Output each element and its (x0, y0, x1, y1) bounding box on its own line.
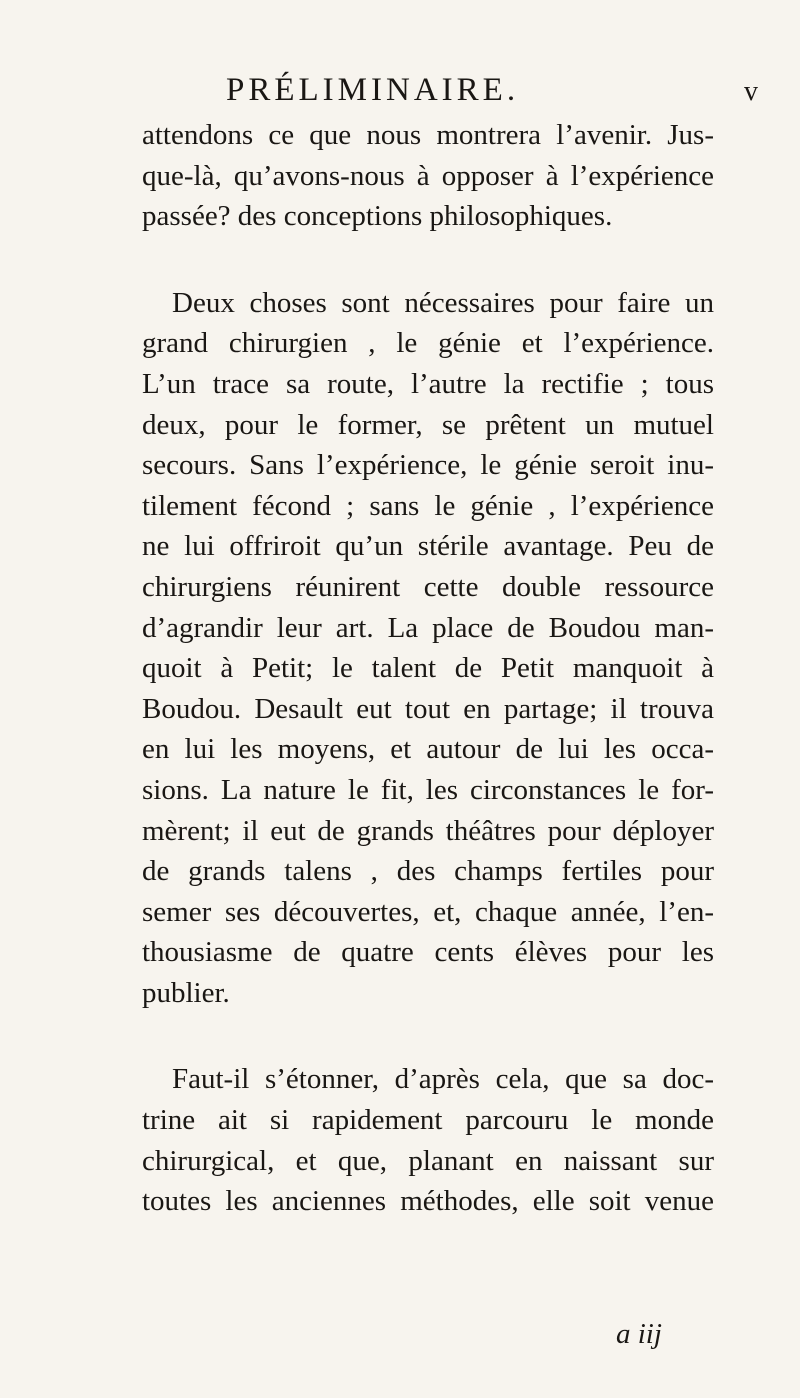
text-line: de grands talens , des champs fertiles pour (142, 855, 714, 888)
text-line: passée? des conceptions philosophiques. (142, 200, 613, 233)
text-line: trine ait si rapidement parcouru le monde (142, 1104, 714, 1137)
text-line: toutes les anciennes méthodes, elle soit venue (142, 1185, 714, 1218)
text-line: que-là, qu’avons-nous à opposer à l’expérience (142, 159, 714, 192)
running-head (0, 68, 800, 112)
text-line: Boudou. Desault eut tout en partage; il trouva (142, 692, 714, 725)
paragraph (142, 115, 714, 237)
text-line: grand chirurgien , le génie et l’expérience. (142, 327, 714, 360)
text-line: attendons ce que nous montrera l’avenir. Jus- (142, 119, 714, 151)
text-line: sions. La nature le fit, les circonstances le for- (142, 773, 714, 806)
signature-mark: a iij (616, 1318, 662, 1350)
text-line: secours. Sans l’expérience, le génie seroit inu- (142, 449, 714, 482)
text-line: quoit à Petit; le talent de Petit manquoit à (142, 652, 714, 685)
paragraph (142, 283, 714, 1014)
text-line: publier. (142, 976, 230, 1009)
page-number: v (744, 76, 758, 107)
paragraph (142, 1059, 714, 1221)
paragraph-gap (142, 237, 714, 283)
text-line: en lui les moyens, et autour de lui les occa- (142, 733, 714, 766)
text-line: chirurgical, et que, planant en naissant sur (142, 1144, 714, 1177)
text-line: Deux choses sont nécessaires pour faire un (172, 286, 714, 319)
text-line: semer ses découvertes, et, chaque année, l’en- (142, 895, 714, 928)
text-line: tilement fécond ; sans le génie , l’expérience (142, 489, 714, 522)
running-title: PRÉLIMINAIRE. (226, 72, 520, 108)
text-line: mèrent; il eut de grands théâtres pour déployer (142, 814, 714, 847)
body-text (142, 115, 714, 1222)
paragraph-gap (142, 1013, 714, 1059)
text-line: chirurgiens réunirent cette double ressource (142, 570, 714, 603)
text-line: d’agrandir leur art. La place de Boudou man- (142, 611, 714, 644)
text-line: deux, pour le former, se prêtent un mutuel (142, 408, 714, 441)
text-line: Faut-il s’étonner, d’après cela, que sa doc- (172, 1063, 714, 1096)
text-line: ne lui offriroit qu’un stérile avantage. Peu de (142, 530, 714, 563)
text-line: L’un trace sa route, l’autre la rectifie ; tous (142, 367, 714, 400)
text-line: thousiasme de quatre cents élèves pour les (142, 936, 714, 969)
